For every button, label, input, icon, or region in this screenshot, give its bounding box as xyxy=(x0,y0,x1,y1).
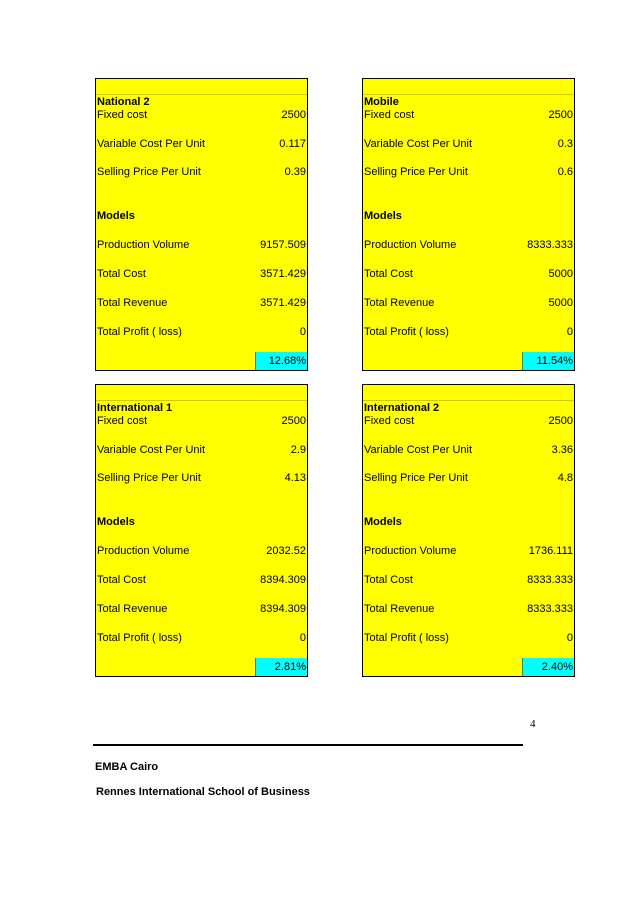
row-value: 8394.309 xyxy=(260,603,306,615)
row-value: 3.36 xyxy=(551,444,573,456)
footer-program: EMBA Cairo xyxy=(95,761,159,773)
variable-cost-row xyxy=(364,138,573,152)
row-label: Fixed cost xyxy=(97,415,148,427)
row-value: 9157.509 xyxy=(260,239,306,251)
row-value: 8333.333 xyxy=(527,574,573,586)
row-label: Production Volume xyxy=(364,545,457,557)
row-label: Selling Price Per Unit xyxy=(97,472,201,484)
row-label: Total Profit ( loss) xyxy=(97,326,182,338)
fixed-cost-row xyxy=(97,109,306,123)
row-label: Fixed cost xyxy=(364,415,415,427)
row-value: 2500 xyxy=(548,109,573,121)
total-cost-row xyxy=(364,574,573,588)
row-value: 3571.429 xyxy=(260,297,306,309)
fixed-cost-row xyxy=(364,415,573,429)
row-value: 2500 xyxy=(548,415,573,427)
row-value: 0.117 xyxy=(279,138,306,150)
production-volume-row xyxy=(364,545,573,559)
row-value: 0 xyxy=(566,326,573,338)
row-value: 2500 xyxy=(281,109,306,121)
variable-cost-row xyxy=(364,444,573,458)
row-value: 2500 xyxy=(281,415,306,427)
row-label: Production Volume xyxy=(97,239,190,251)
models-label: Models xyxy=(97,210,135,222)
models-label: Models xyxy=(97,516,135,528)
row-value: 8333.333 xyxy=(527,239,573,251)
selling-price-row xyxy=(364,166,573,180)
row-label: Total Cost xyxy=(364,574,413,586)
production-volume-row xyxy=(364,239,573,253)
row-label: Variable Cost Per Unit xyxy=(364,138,473,150)
row-value: 0 xyxy=(299,632,306,644)
total-profit-row xyxy=(364,326,573,340)
row-value: 0.6 xyxy=(557,166,573,178)
variable-cost-row xyxy=(97,138,306,152)
selling-price-row xyxy=(97,166,306,180)
selling-price-row xyxy=(97,472,306,486)
footer-school: Rennes International School of Business xyxy=(96,786,310,798)
row-value: 2032.52 xyxy=(266,545,306,557)
footer-rule xyxy=(93,744,523,746)
divider xyxy=(363,94,574,95)
page-number: 4 xyxy=(530,718,536,730)
total-revenue-row xyxy=(97,297,306,311)
row-label: Total Profit ( loss) xyxy=(364,326,449,338)
variable-cost-row xyxy=(97,444,306,458)
row-label: Variable Cost Per Unit xyxy=(97,138,206,150)
total-cost-row xyxy=(364,268,573,282)
row-label: Total Profit ( loss) xyxy=(364,632,449,644)
panel-title: Mobile xyxy=(364,96,399,108)
row-label: Total Profit ( loss) xyxy=(97,632,182,644)
percent-cell: 11.54% xyxy=(522,352,574,370)
row-value: 4.8 xyxy=(557,472,573,484)
panel-mobile xyxy=(362,78,575,371)
panel-title: International 2 xyxy=(364,402,440,414)
panel-national-2 xyxy=(95,78,308,371)
row-label: Total Cost xyxy=(97,574,146,586)
row-label: Selling Price Per Unit xyxy=(364,472,468,484)
selling-price-row xyxy=(364,472,573,486)
percent-cell: 2.81% xyxy=(255,658,307,676)
total-revenue-row xyxy=(364,297,573,311)
row-label: Selling Price Per Unit xyxy=(97,166,201,178)
row-label: Total Revenue xyxy=(364,297,435,309)
production-volume-row xyxy=(97,239,306,253)
panel-title: National 2 xyxy=(97,96,150,108)
percent-cell: 12.68% xyxy=(255,352,307,370)
row-label: Total Cost xyxy=(364,268,413,280)
row-value: 0.3 xyxy=(557,138,573,150)
row-label: Fixed cost xyxy=(364,109,415,121)
row-value: 8394.309 xyxy=(260,574,306,586)
models-label: Models xyxy=(364,516,402,528)
row-label: Variable Cost Per Unit xyxy=(97,444,206,456)
fixed-cost-row xyxy=(97,415,306,429)
models-label: Models xyxy=(364,210,402,222)
row-label: Selling Price Per Unit xyxy=(364,166,468,178)
total-profit-row xyxy=(97,326,306,340)
row-label: Total Cost xyxy=(97,268,146,280)
row-value: 2.9 xyxy=(290,444,306,456)
row-value: 5000 xyxy=(548,268,573,280)
panel-title: International 1 xyxy=(97,402,173,414)
production-volume-row xyxy=(97,545,306,559)
divider xyxy=(363,400,574,401)
row-label: Total Revenue xyxy=(364,603,435,615)
total-cost-row xyxy=(97,574,306,588)
row-value: 0 xyxy=(299,326,306,338)
total-profit-row xyxy=(97,632,306,646)
total-profit-row xyxy=(364,632,573,646)
row-value: 4.13 xyxy=(284,472,306,484)
row-value: 0 xyxy=(566,632,573,644)
divider xyxy=(96,400,307,401)
row-label: Total Revenue xyxy=(97,603,168,615)
fixed-cost-row xyxy=(364,109,573,123)
row-label: Variable Cost Per Unit xyxy=(364,444,473,456)
panel-international-2 xyxy=(362,384,575,677)
row-label: Fixed cost xyxy=(97,109,148,121)
panel-international-1 xyxy=(95,384,308,677)
row-label: Production Volume xyxy=(364,239,457,251)
row-label: Production Volume xyxy=(97,545,190,557)
divider xyxy=(96,94,307,95)
total-revenue-row xyxy=(364,603,573,617)
percent-cell: 2.40% xyxy=(522,658,574,676)
row-value: 0.39 xyxy=(284,166,306,178)
total-cost-row xyxy=(97,268,306,282)
row-value: 3571.429 xyxy=(260,268,306,280)
row-value: 5000 xyxy=(548,297,573,309)
total-revenue-row xyxy=(97,603,306,617)
row-value: 1736.111 xyxy=(528,545,573,557)
row-value: 8333.333 xyxy=(527,603,573,615)
row-label: Total Revenue xyxy=(97,297,168,309)
